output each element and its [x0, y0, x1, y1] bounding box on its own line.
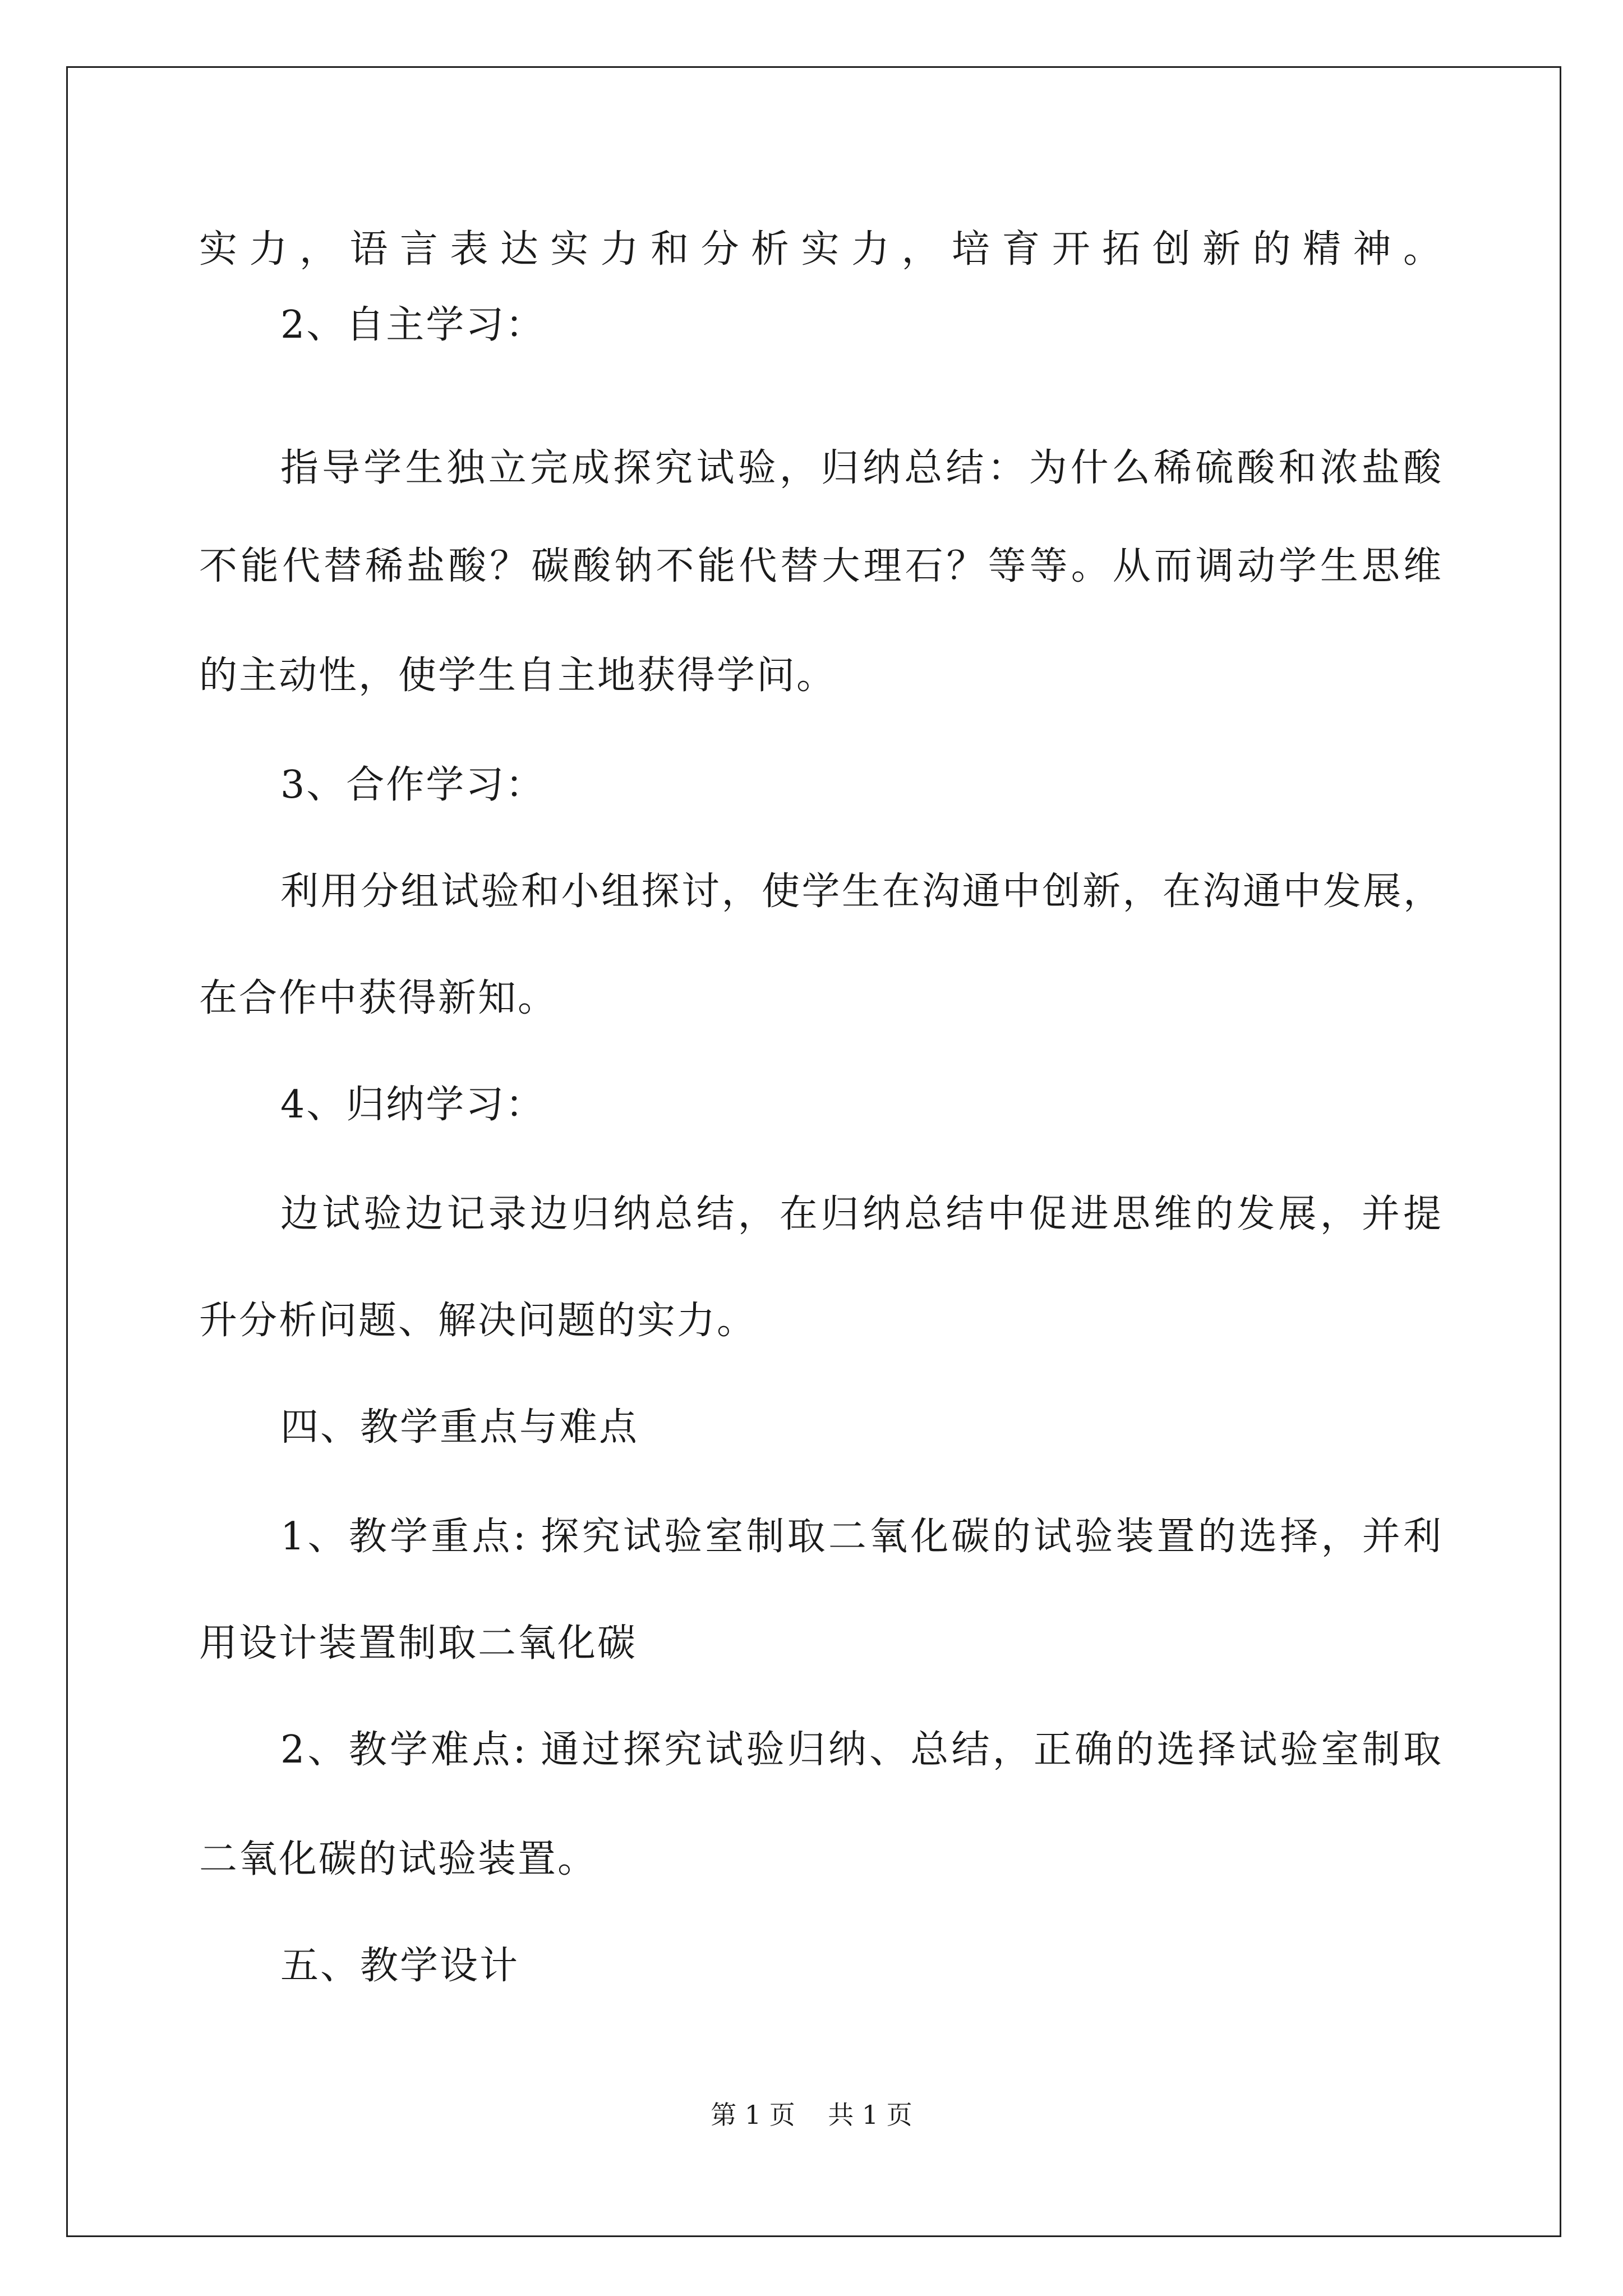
paragraph-line: 实力，语言表达实力和分析实力，培育开拓创新的精神。 [199, 227, 1441, 272]
section-heading: 五、教学设计 [280, 1944, 520, 1988]
section-heading: 3、合作学习： [280, 763, 546, 807]
paragraph-line: 指导学生独立完成探究试验，归纳总结：为什么稀硫酸和浓盐酸 [280, 446, 1441, 490]
paragraph-line: 二氧化碳的试验装置。 [199, 1837, 598, 1881]
section-heading: 4、归纳学习： [280, 1083, 546, 1127]
paragraph-line: 边试验边记录边归纳总结，在归纳总结中促进思维的发展，并提 [280, 1192, 1441, 1236]
page-footer: 第 1 页 共 1 页 [711, 2100, 912, 2130]
section-heading: 2、自主学习： [280, 303, 546, 347]
paragraph-line: 1、教学重点: 探究试验室制取二氧化碳的试验装置的选择，并利 [280, 1515, 1441, 1559]
paragraph-line: 用设计装置制取二氧化碳 [199, 1621, 638, 1665]
paragraph-line: 的主动性，使学生自主地获得学问。 [199, 654, 837, 698]
paragraph-line: 不能代替稀盐酸？碳酸钠不能代替大理石？等等。从而调动学生思维 [199, 544, 1441, 588]
page-border [66, 66, 1561, 2237]
paragraph-line: 升分析问题、解决问题的实力。 [199, 1299, 757, 1343]
paragraph-line: 利用分组试验和小组探讨，使学生在沟通中创新，在沟通中发展， [280, 869, 1441, 914]
paragraph-line: 2、教学难点: 通过探究试验归纳、总结，正确的选择试验室制取 [280, 1728, 1441, 1772]
section-heading: 四、教学重点与难点 [280, 1405, 639, 1450]
paragraph-line: 在合作中获得新知。 [199, 976, 558, 1020]
